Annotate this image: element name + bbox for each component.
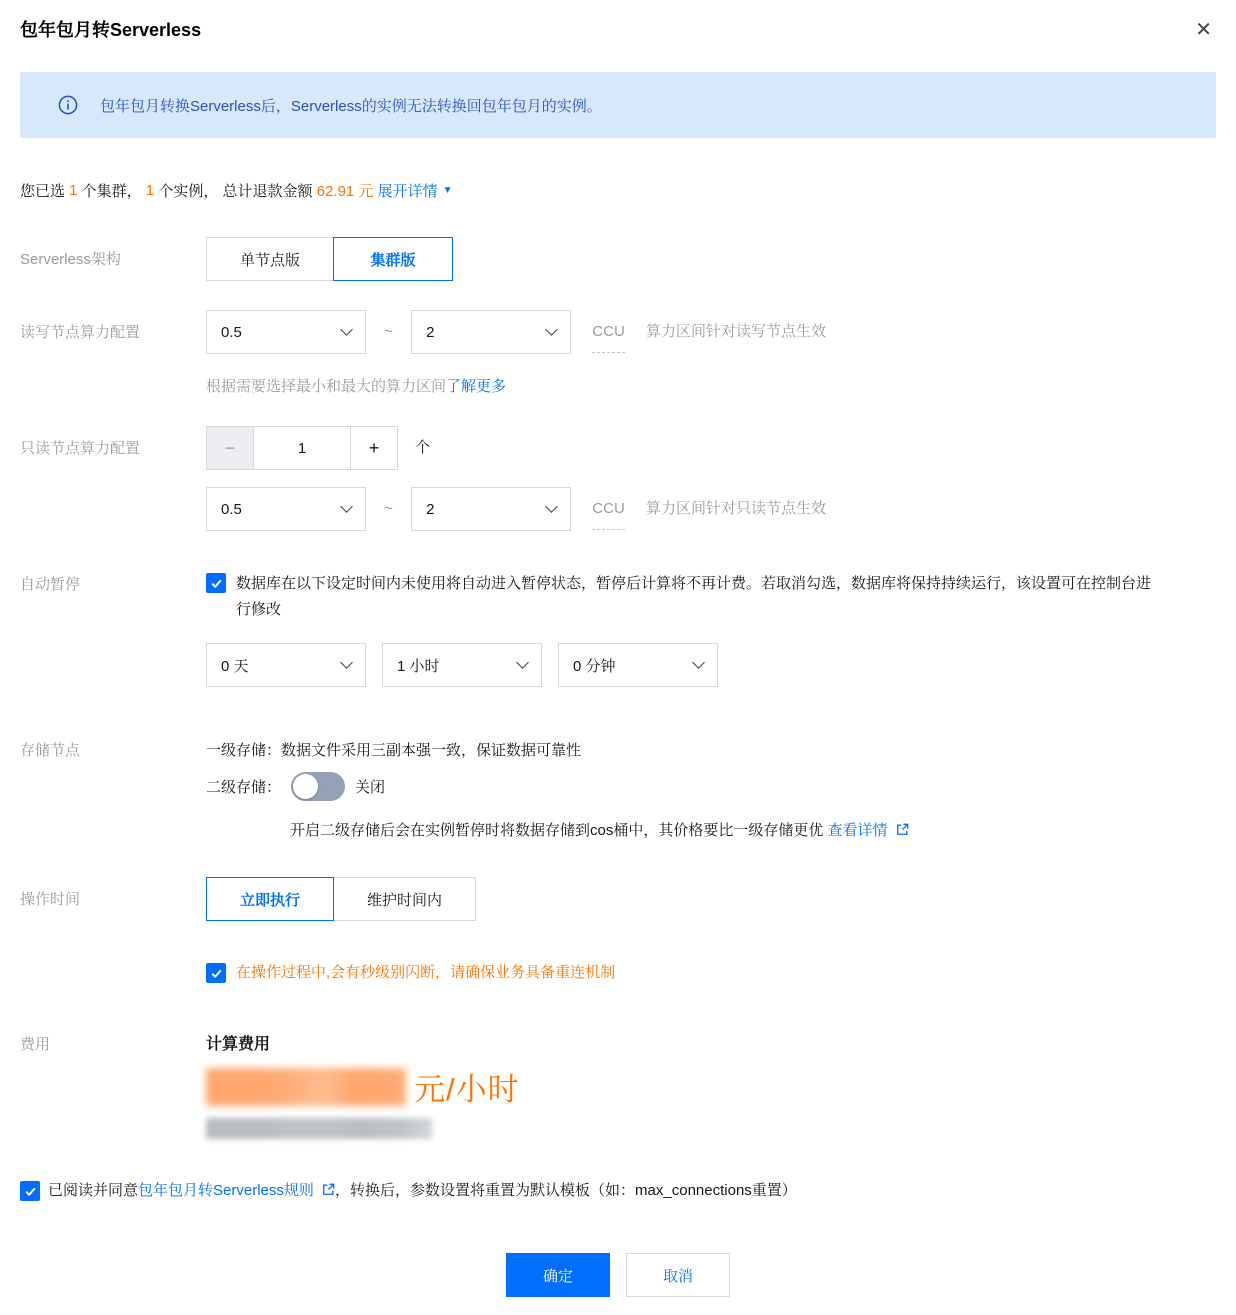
tab-single-node[interactable]: 单节点版 <box>206 237 334 281</box>
confirm-button[interactable]: 确定 <box>506 1253 610 1297</box>
pause-minutes-value: 0 分钟 <box>573 657 616 675</box>
row-rw-node <box>0 310 1236 396</box>
check-icon <box>210 967 223 980</box>
blurred-price-subline <box>206 1118 432 1139</box>
chevron-down-icon <box>545 500 558 513</box>
range-tilde: ~ <box>384 500 393 517</box>
row-fee <box>0 1022 1236 1139</box>
tab-maintenance-window[interactable]: 维护时间内 <box>333 877 476 921</box>
summary-part2: 个集群， <box>77 183 146 200</box>
row-auto-pause <box>0 571 1236 687</box>
ro-min-ccu-select[interactable] <box>206 487 366 531</box>
toggle-state-label: 关闭 <box>355 779 386 796</box>
pause-days-select[interactable] <box>206 643 366 687</box>
row-operation-time <box>0 877 1236 985</box>
secondary-storage-toggle[interactable] <box>291 772 345 801</box>
agreement-prefix: 已阅读并同意 <box>48 1182 139 1199</box>
auto-pause-label: 自动暂停 <box>20 576 81 593</box>
external-link-icon[interactable] <box>322 1183 335 1196</box>
check-icon <box>24 1185 37 1198</box>
rw-min-ccu-select[interactable] <box>206 310 366 354</box>
cancel-button[interactable]: 取消 <box>626 1253 730 1297</box>
pause-hours-value: 1 小时 <box>397 657 440 675</box>
info-banner <box>20 72 1216 138</box>
price-unit: 元/小时 <box>414 1072 520 1107</box>
pause-hours-select[interactable] <box>382 643 542 687</box>
chevron-down-icon <box>516 656 529 669</box>
dialog-footer <box>0 1253 1236 1315</box>
tab-execute-now[interactable]: 立即执行 <box>206 877 334 921</box>
chevron-down-icon <box>340 323 353 336</box>
close-icon[interactable]: ✕ <box>1195 19 1212 41</box>
rw-min-ccu-value: 0.5 <box>221 323 242 341</box>
rw-max-ccu-value: 2 <box>426 323 435 341</box>
range-tilde: ~ <box>384 323 393 340</box>
refund-amount: 62.91 元 <box>316 183 374 200</box>
storage-label: 存储节点 <box>20 742 81 759</box>
stepper-minus-button[interactable]: − <box>206 426 254 470</box>
toggle-knob <box>293 774 318 799</box>
row-ro-node <box>0 426 1236 531</box>
ro-node-count-stepper <box>206 426 398 470</box>
chevron-down-icon <box>692 656 705 669</box>
rw-node-label: 读写节点算力配置 <box>20 324 141 341</box>
chevron-down-icon <box>340 500 353 513</box>
row-storage <box>0 728 1236 840</box>
chevron-down-icon <box>545 323 558 336</box>
info-icon <box>58 95 78 115</box>
expand-details-link[interactable]: 展开详情 <box>377 183 438 200</box>
dialog-header <box>0 0 1236 42</box>
view-details-link[interactable]: 查看详情 <box>827 822 888 839</box>
ccu-unit-tooltip[interactable]: CCU <box>592 312 625 353</box>
secondary-storage-label: 二级存储： <box>206 779 282 796</box>
stepper-plus-button[interactable]: + <box>350 426 398 470</box>
operation-time-label: 操作时间 <box>20 891 81 908</box>
cos-description: 开启二级存储后会在实例暂停时将数据存储到cos桶中，其价格要比一级存储更优 <box>290 822 828 839</box>
rw-hint: 算力区间针对读写节点生效 <box>645 323 826 340</box>
ro-node-label: 只读节点算力配置 <box>20 440 141 457</box>
chevron-down-icon[interactable]: ▼ <box>442 185 453 196</box>
auto-pause-checkbox[interactable] <box>206 573 226 593</box>
chevron-down-icon <box>340 656 353 669</box>
flash-disconnect-warning: 在操作过程中,会有秒级别闪断，请确保业务具备重连机制 <box>236 964 616 981</box>
instance-count: 1 <box>145 182 155 199</box>
operation-time-tab-group <box>206 877 1236 921</box>
ro-count-unit: 个 <box>415 439 431 456</box>
summary-part3: 个实例， <box>154 183 223 200</box>
learn-more-link[interactable]: 了解更多 <box>446 378 507 395</box>
external-link-icon[interactable] <box>896 823 909 836</box>
architecture-label: Serverless架构 <box>20 251 121 268</box>
cluster-count: 1 <box>69 182 78 199</box>
blurred-price-value <box>206 1068 406 1106</box>
stepper-value[interactable]: 1 <box>254 426 350 470</box>
ro-max-ccu-value: 2 <box>426 500 435 518</box>
pause-days-value: 0 天 <box>221 657 249 675</box>
agreement-checkbox[interactable] <box>20 1181 40 1201</box>
flash-disconnect-checkbox[interactable] <box>206 963 226 983</box>
rw-max-ccu-select[interactable] <box>411 310 571 354</box>
banner-text: 包年包月转换Serverless后，Serverless的实例无法转换回包年包月的实例。 <box>100 97 602 115</box>
architecture-tab-group <box>206 237 1236 281</box>
check-icon <box>210 577 223 590</box>
tab-cluster[interactable]: 集群版 <box>333 237 453 281</box>
row-architecture <box>0 237 1236 281</box>
summary-part4: 总计退款金额 <box>222 183 317 200</box>
summary-part1: 您已选 <box>20 183 70 200</box>
auto-pause-text: 数据库在以下设定时间内未使用将自动进入暂停状态，暂停后计算将不再计费。若取消勾选，数据库将保持持续运行，该设置可在控制台进行修改 <box>236 575 1152 618</box>
ro-hint: 算力区间针对只读节点生效 <box>645 500 826 517</box>
ro-max-ccu-select[interactable] <box>411 487 571 531</box>
ccu-unit-tooltip[interactable]: CCU <box>592 489 625 530</box>
selection-summary <box>20 180 1216 201</box>
ro-min-ccu-value: 0.5 <box>221 500 242 518</box>
primary-storage-text: 一级存储：数据文件采用三副本强一致，保证数据可靠性 <box>206 742 582 759</box>
pause-minutes-select[interactable] <box>558 643 718 687</box>
fee-label: 费用 <box>20 1036 51 1053</box>
page-title: 包年包月转Serverless <box>20 20 202 40</box>
compute-fee-title: 计算费用 <box>206 1036 271 1053</box>
serverless-rules-link[interactable]: 包年包月转Serverless规则 <box>138 1182 314 1199</box>
agreement-row <box>20 1179 1216 1203</box>
agreement-suffix: ，转换后，参数设置将重置为默认模板（如：max_connections重置） <box>335 1182 797 1199</box>
rw-help-text: 根据需要选择最小和最大的算力区间 <box>206 378 447 395</box>
